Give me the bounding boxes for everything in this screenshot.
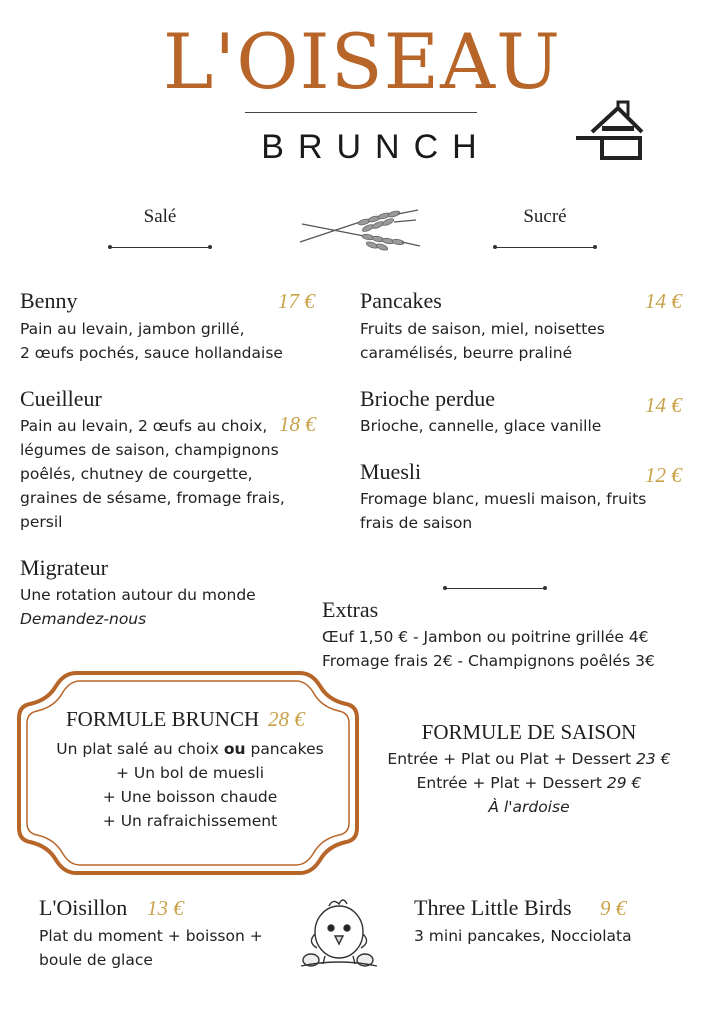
dish-description: Fromage blanc, muesli maison, fruits frais de saison: [360, 490, 647, 532]
section-sale-rule: [110, 247, 210, 248]
wheat-icon: [298, 206, 422, 252]
section-sale-title: Salé: [143, 206, 177, 227]
extras-title: Extras: [322, 597, 379, 622]
dish-description: Fruits de saison, miel, noisettes caramélisés, beurre praliné: [360, 320, 605, 362]
formule-brunch-title: FORMULE BRUNCH: [66, 707, 260, 731]
dish-price: 17 €: [278, 289, 315, 313]
dish-description: Pain au levain, jambon grillé, 2 œufs pochés, sauce hollandaise: [20, 320, 283, 362]
dish-name: Muesli: [360, 459, 422, 484]
extras-rule: [445, 588, 545, 589]
dish-price: 18 €: [279, 412, 316, 436]
dish-name: Pancakes: [360, 288, 442, 313]
dish-name: Cueilleur: [20, 386, 102, 411]
title-rule: [245, 112, 477, 113]
formule-saison-description: Entrée + Plat ou Plat + Dessert 23 € Entrée + Plat + Dessert 29 € À l'ardoise: [387, 750, 671, 816]
dish-description: Une rotation autour du monde Demandez-nous: [20, 586, 256, 628]
formule-brunch-description: Un plat salé au choix ou pancakes + Un bol de muesli + Une boisson chaude + Un rafraichissement: [56, 740, 324, 830]
dish-price: 9 €: [600, 896, 627, 920]
formule-brunch-price: 28 €: [268, 707, 305, 731]
dish-description: Plat du moment + boisson + boule de glace: [39, 927, 263, 969]
dish-description: Pain au levain, 2 œufs au choix, légumes de saison, champignons poêlés, chutney de courgette, graines de sésame, fromage frais, persil: [20, 417, 285, 531]
formule-saison-title: FORMULE DE SAISON: [421, 720, 637, 744]
house-logo-icon: [572, 100, 648, 162]
dish-name: Benny: [20, 288, 78, 313]
extras-description: Œuf 1,50 € - Jambon ou poitrine grillée 4€ Fromage frais 2€ - Champignons poêlés 3€: [322, 628, 655, 670]
dish-price: 14 €: [645, 393, 682, 417]
dish-description: 3 mini pancakes, Nocciolata: [414, 927, 632, 945]
menu-subtitle: BRUNCH: [261, 128, 491, 166]
chick-icon: [295, 892, 383, 972]
section-sucre-title: Sucré: [523, 206, 567, 227]
dish-name: L'Oisillon: [39, 895, 128, 920]
section-sucre-rule: [495, 247, 595, 248]
dish-description: Brioche, cannelle, glace vanille: [360, 417, 602, 435]
dish-name: Brioche perdue: [360, 386, 495, 411]
dish-price: 14 €: [645, 289, 682, 313]
dish-name: Migrateur: [20, 555, 108, 580]
dish-price: 13 €: [147, 896, 184, 920]
restaurant-title: L'OISEAU: [162, 17, 562, 106]
dish-name: Three Little Birds: [414, 895, 572, 920]
dish-price: 12 €: [645, 463, 682, 487]
